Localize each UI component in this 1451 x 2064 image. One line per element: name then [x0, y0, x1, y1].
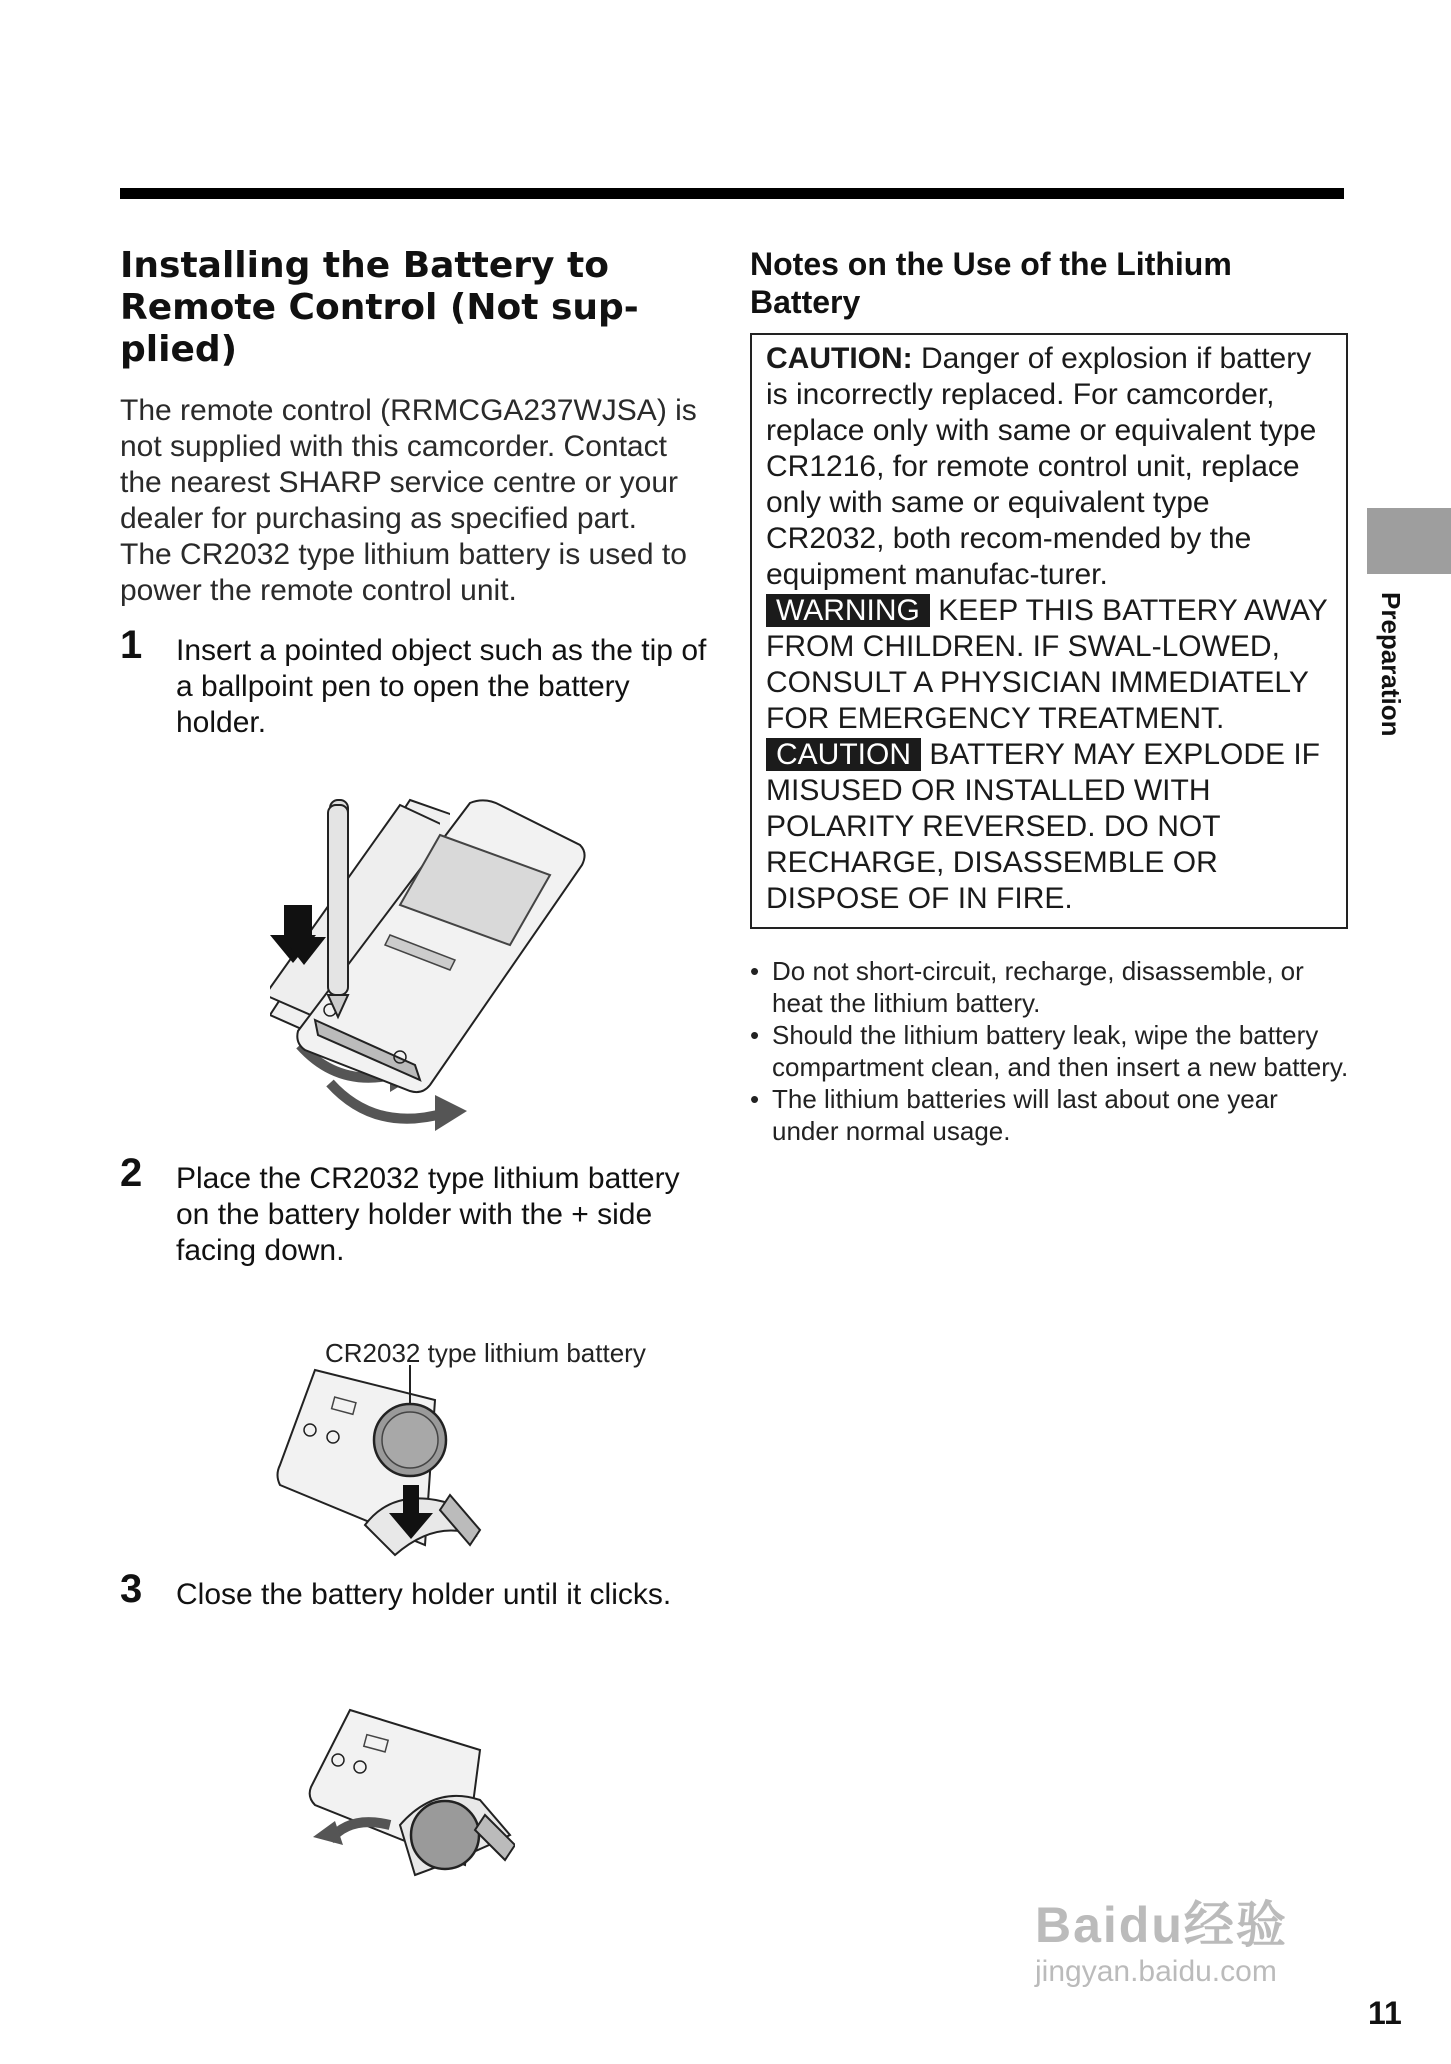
section-tab-text: Preparation: [1376, 592, 1406, 737]
notes-title: Notes on the Use of the Lithium Battery: [750, 246, 1232, 320]
step-text: Place the CR2032 type lithium battery on the battery holder with the + side facing down.: [176, 1162, 680, 1267]
watermark-url: jingyan.baidu.com: [1035, 1955, 1277, 1988]
figure-close-holder: [305, 1705, 515, 1900]
caution-text: Danger of explosion if battery is incorrectly replaced. For camcorder, replace only with same or equivalent type CR1216, for remote control unit, replace only with same or equivalent type CR2032, both recom-mended by the equipment manufac-turer.: [766, 342, 1317, 591]
list-item: • Should the lithium battery leak, wipe the battery compartment clean, and then insert a new battery.: [750, 1019, 1350, 1083]
step-text: Close the battery holder until it clicks.: [176, 1578, 672, 1611]
notes-list: [750, 955, 1350, 1147]
intro-paragraph-1: The remote control (RRMCGA237WJSA) is not supplied with this camcorder. Contact the nearest SHARP service centre or your dealer for purchasing as specified part.: [120, 394, 697, 535]
top-rule: [120, 188, 1344, 199]
watermark-logo: Baidu经验: [1035, 1897, 1288, 1953]
remote-body-drawing: [290, 795, 590, 1135]
step-number: 2: [120, 1151, 143, 1195]
warning-text: KEEP THIS BATTERY AWAY FROM CHILDREN. IF SWAL-LOWED, CONSULT A PHYSICIAN IMMEDIATELY FOR EMERGENCY TREATMENT.: [766, 594, 1328, 735]
caution-box: [750, 333, 1348, 929]
warning-tag: WARNING: [766, 594, 930, 627]
section-tab: [1367, 508, 1451, 574]
caution-tag: CAUTION: [766, 738, 921, 771]
step-2: [120, 1151, 710, 1269]
intro-paragraph-2: The CR2032 type lithium battery is used to power the remote control unit.: [120, 538, 687, 607]
list-item: • The lithium batteries will last about one year under normal usage.: [750, 1083, 1350, 1147]
list-item: • Do not short-circuit, recharge, disassemble, or heat the lithium battery.: [750, 955, 1350, 1019]
step-1: [120, 623, 710, 741]
battery-callout-label: CR2032 type lithium battery: [325, 1338, 646, 1368]
step-number: 3: [120, 1567, 143, 1611]
section-tab-label: [1366, 592, 1422, 752]
caution-tag-text: BATTERY MAY EXPLODE IF MISUSED OR INSTALLED WITH POLARITY REVERSED. DO NOT RECHARGE, DISASSEMBLE OR DISPOSE OF IN FIRE.: [766, 738, 1321, 915]
right-column: [750, 245, 1350, 1147]
figure-place-battery: [275, 1365, 500, 1585]
step-text: Insert a pointed object such as the tip of a ballpoint pen to open the battery holder.: [176, 634, 707, 739]
caution-tag-paragraph: [766, 737, 1332, 917]
warning-paragraph: [766, 593, 1332, 737]
step-number: 1: [120, 623, 143, 667]
page-number: 11: [1368, 1995, 1402, 2031]
section-title: Installing the Battery to Remote Control (Not sup-plied): [120, 245, 639, 370]
caution-label: CAUTION:: [766, 342, 913, 375]
intro-text: [120, 393, 710, 609]
caution-paragraph: [766, 341, 1332, 593]
